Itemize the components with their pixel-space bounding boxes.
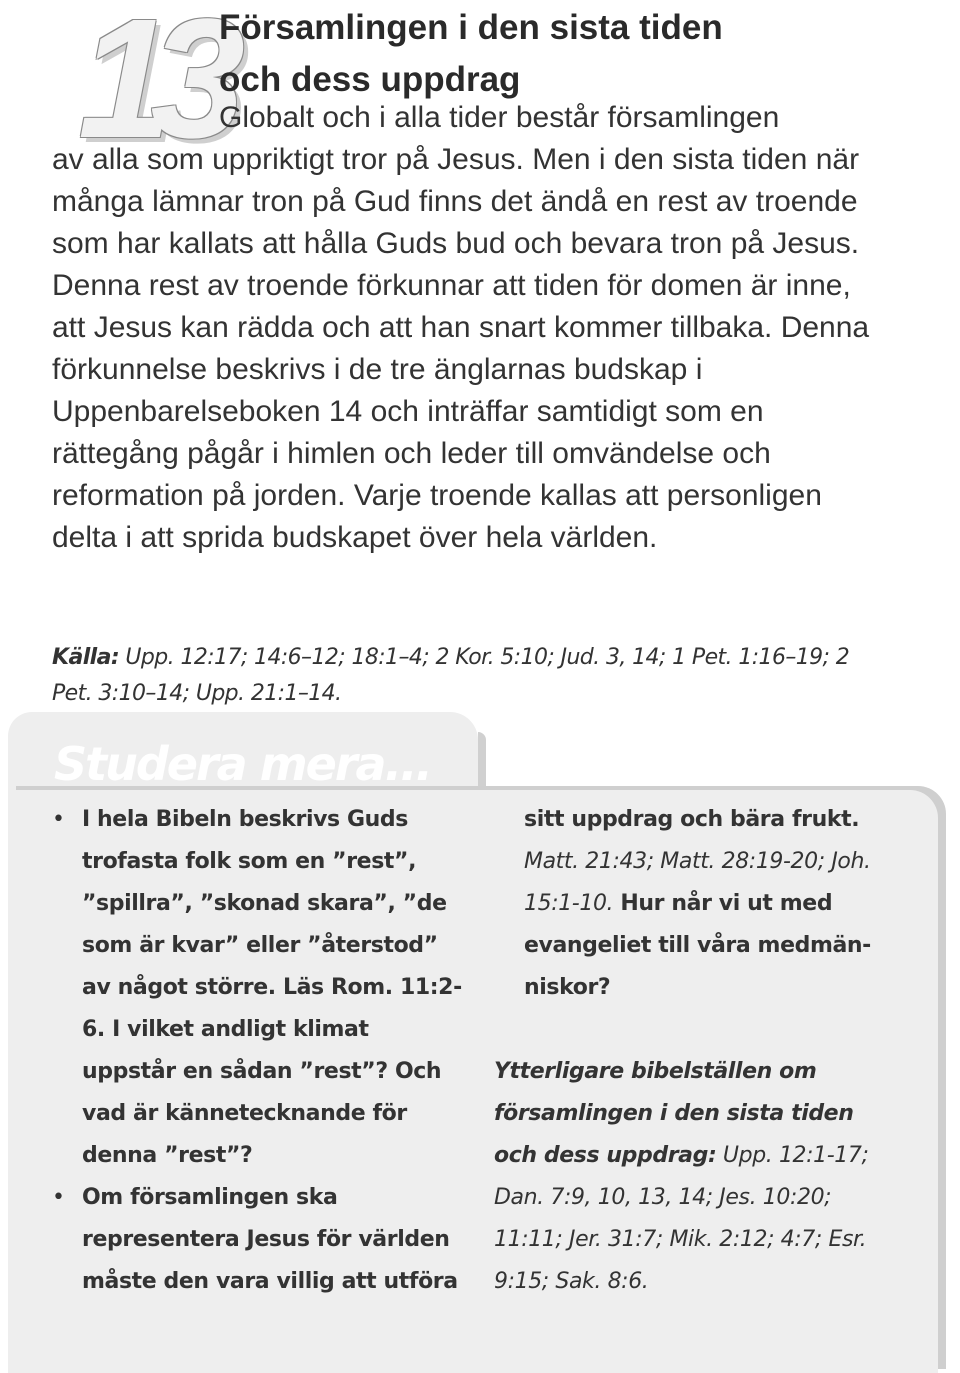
bullet-2-continuation: sitt uppdrag och bära frukt. — [524, 807, 860, 832]
chapter-number: 13 — [78, 0, 224, 174]
bullet-2-question: Hur når vi ut med evangeliet till våra medmän-niskor? — [524, 891, 871, 1000]
extra-references — [494, 1051, 894, 1303]
title-line-1: Församlingen i den sista tiden — [219, 8, 723, 47]
intro-body: av alla som uppriktigt tror på Jesus. Men i den sista tiden när många lämnar tron på Gud finns det ändå en rest av troende som har kallats att hålla Guds bud och bevara tron på Jesus. Denna rest av troende förkunnar att tiden för domen är inne, att Jesus kan rädda och att han snart kommer tillbaka. Denna förkunnelse beskrivs i de tre änglarnas budskap i Uppenbarelseboken 14 och inträffar samtidigt som en rättegång pågår i himlen och leder till omvändelse och reformation på jorden. Varje troende kallas att personligen delta i att sprida budskapet över hela världen. — [52, 143, 870, 554]
extra-references-text: Upp. 12:1-17; Dan. 7:9, 10, 13, 14; Jes. 10:20; 11:11; Jer. 31:7; Mik. 2:12; 4:7; Esr. 9:15; Sak. 8:6. — [494, 1143, 869, 1294]
bullet-2-references: Matt. 21:43; Matt. 28:19-20; Joh. 15:1-10. — [524, 849, 871, 916]
intro-paragraph — [52, 97, 887, 559]
title-line-2: och dess uppdrag — [219, 60, 521, 99]
study-right-column — [494, 799, 894, 1303]
source-label: Källa: — [52, 645, 120, 670]
source-references — [52, 640, 892, 712]
study-bullet-1: • I hela Bibeln beskrivs Guds trofasta folk som en ”rest”, ”spillra”, ”skonad skara”, ”de som är kvar” eller ”återstod” av något större. Läs Rom. 11:2-6. I vilket andligt klimat uppstår en sådan ”rest”? Och vad är kännetecknande för denna ”rest”? — [52, 799, 462, 1177]
extra-references-label: Ytterligare bibelställen om församlingen i den sista tiden och dess uppdrag: — [494, 1059, 854, 1168]
study-bullet-2-continued — [494, 799, 894, 1009]
study-left-column — [52, 799, 462, 1303]
intro-first-line: Globalt och i alla tider består församlingen — [219, 101, 780, 134]
page-title — [219, 2, 723, 106]
study-more-heading: Studera mera... — [54, 737, 432, 791]
source-text: Upp. 12:17; 14:6–12; 18:1–4; 2 Kor. 5:10; Jud. 3, 14; 1 Pet. 1:16–19; 2 Pet. 3:10–14; Upp. 21:1–14. — [52, 645, 850, 706]
study-bullet-2: • Om församlingen ska representera Jesus för världen måste den vara villig att utföra — [52, 1177, 462, 1303]
